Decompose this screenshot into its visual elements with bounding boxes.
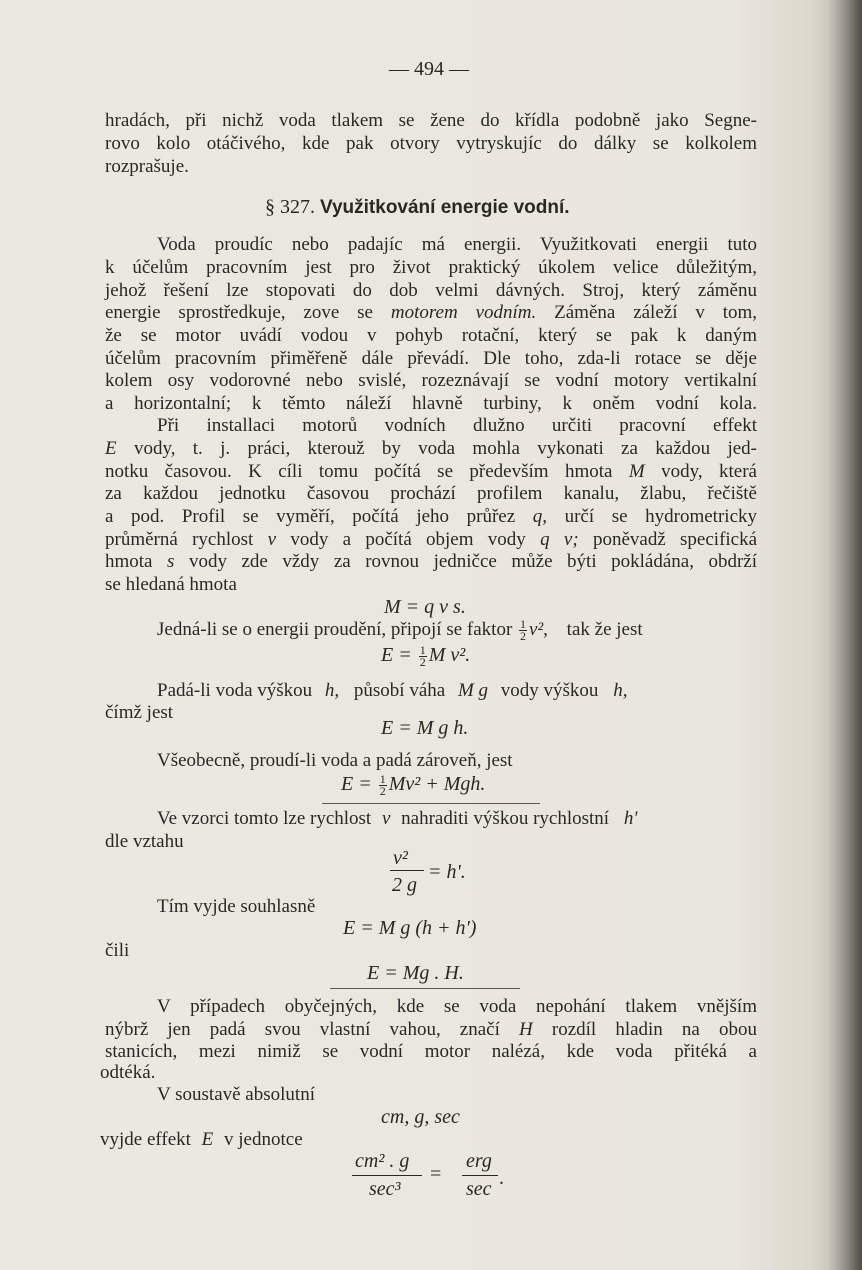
fraction-bar	[352, 1175, 422, 1176]
units-fraction-num-2: erg	[466, 1150, 492, 1172]
text-line: energie sprostředkuje, zove se motorem vodním. Záměna záleží v tom,	[105, 302, 758, 323]
fraction: $\frac{1}{2}$	[520, 617, 527, 644]
text-line: se hledaná hmota	[105, 574, 237, 595]
text-line: k účelům pracovním jest pro život praktický úkolem velice důležitým,	[105, 257, 757, 278]
text-line: jehož řešení lze stopovati do dob velmi dávných. Stroj, který záměnu	[105, 280, 757, 301]
text-line: a horizontalní; k těmto náleží hlavně turbiny, k oněm vodní kola.	[105, 393, 757, 414]
units-fraction-den-2: sec	[466, 1178, 492, 1200]
text-line: Jedná-li se o energii proudění, připojí se faktor $\frac{1}{2}$ v², tak že jest	[157, 617, 643, 644]
text-line: kolem osy vodorovné nebo svislé, rozeznávají se vodní motory vertikalní	[105, 370, 757, 391]
text-line: čímž jest	[105, 702, 174, 723]
text-line: Při installaci motorů vodních dlužno určiti pracovní effekt	[157, 415, 757, 436]
text-line: Ve vzorci tomto lze rychlost v nahraditi výškou rychlostní h'	[157, 808, 638, 829]
text-line: nýbrž jen padá svou vlastní vahou, značí H rozdíl hladin na obou	[105, 1019, 757, 1040]
equation-underline	[330, 988, 520, 989]
equation-height-rhs: = h'.	[428, 861, 466, 883]
text-line: vyjde effekt E v jednotce	[100, 1129, 303, 1150]
equation-total: E = $\frac{1}{2}$ Mv² + Mgh.	[341, 771, 486, 798]
text-line: a pod. Profil se vyměří, počítá jeho průřez q, určí se hydrometricky	[105, 506, 757, 527]
equation-combined: E = M g (h + h')	[343, 917, 477, 939]
units-period: .	[499, 1167, 504, 1189]
section-heading	[265, 196, 570, 219]
units-line: cm, g, sec	[381, 1106, 460, 1128]
text-line: hradách, při nichž voda tlakem se žene do křídla podobně jako Segne-	[105, 110, 757, 131]
text-line: Všeobecně, proudí-li voda a padá zároveň, jest	[157, 750, 513, 771]
fraction: $\frac{1}{2}$	[419, 642, 426, 669]
page-number: — 494 —	[389, 58, 469, 80]
text-line: Voda proudíc nebo padajíc má energii. Využitkovati energii tuto	[157, 234, 757, 255]
text-line: V soustavě absolutní	[157, 1084, 315, 1105]
section-mark: § 327.	[265, 196, 315, 218]
text-line: rozprašuje.	[105, 156, 189, 177]
text-line: čili	[105, 940, 130, 961]
equation-potential: E = M g h.	[381, 717, 469, 739]
equation-mass: M = q v s.	[384, 596, 466, 618]
text-line: odtéká.	[100, 1062, 156, 1083]
text-line: hmota s vody zde vždy za rovnou jedničce může býti pokládána, obdrží	[105, 551, 758, 572]
text-line: rovo kolo otáčivého, kde pak otvory vytryskujíc do dálky se kolkolem	[105, 133, 757, 154]
fraction-bar	[462, 1175, 498, 1176]
equation-final: E = Mg . H.	[367, 962, 464, 984]
units-equals: =	[430, 1163, 442, 1185]
fraction-bar	[390, 870, 424, 871]
emphasis: motorem vodním.	[390, 302, 537, 323]
equation-height-num: v²	[393, 847, 408, 869]
text-line: Padá-li voda výškou h, působí váha M g vody výškou h,	[157, 680, 628, 701]
equation-kinetic: E = $\frac{1}{2}$ M v².	[381, 642, 471, 669]
section-title: Využitkování energie vodní.	[320, 197, 570, 218]
text-line: Tím vyjde souhlasně	[157, 896, 316, 917]
text-line: notku časovou. K cíli tomu počítá se především hmota M vody, která	[105, 461, 757, 482]
units-fraction-num-1: cm² . g	[355, 1150, 410, 1172]
equation-underline	[322, 803, 540, 804]
equation-height-den: 2 g	[392, 874, 417, 896]
text-line: stanicích, mezi nimiž se vodní motor nalézá, kde voda přitéká a	[105, 1041, 757, 1062]
units-fraction-den-1: sec³	[369, 1178, 401, 1200]
text-line: že se motor uvádí vodou v pohyb rotační, který se pak k daným	[105, 325, 757, 346]
fraction: $\frac{1}{2}$	[379, 771, 386, 798]
page-edge-shadow	[828, 0, 862, 1270]
text-line: V případech obyčejných, kde se voda nepohání tlakem vnějším	[157, 996, 757, 1017]
text-line: průměrná rychlost v vody a počítá objem vody q v; poněvadž specifická	[105, 529, 758, 550]
text-line: za každou jednotku časovou prochází profilem kanalu, žlabu, řečiště	[105, 483, 757, 504]
text-line: účelům pracovním přiměřeně dále převádí. Dle toho, zda-li rotace se děje	[105, 348, 757, 369]
text-line: dle vztahu	[105, 831, 184, 852]
text-line: E vody, t. j. práci, kterouž by voda mohla vykonati za každou jed-	[105, 438, 757, 459]
